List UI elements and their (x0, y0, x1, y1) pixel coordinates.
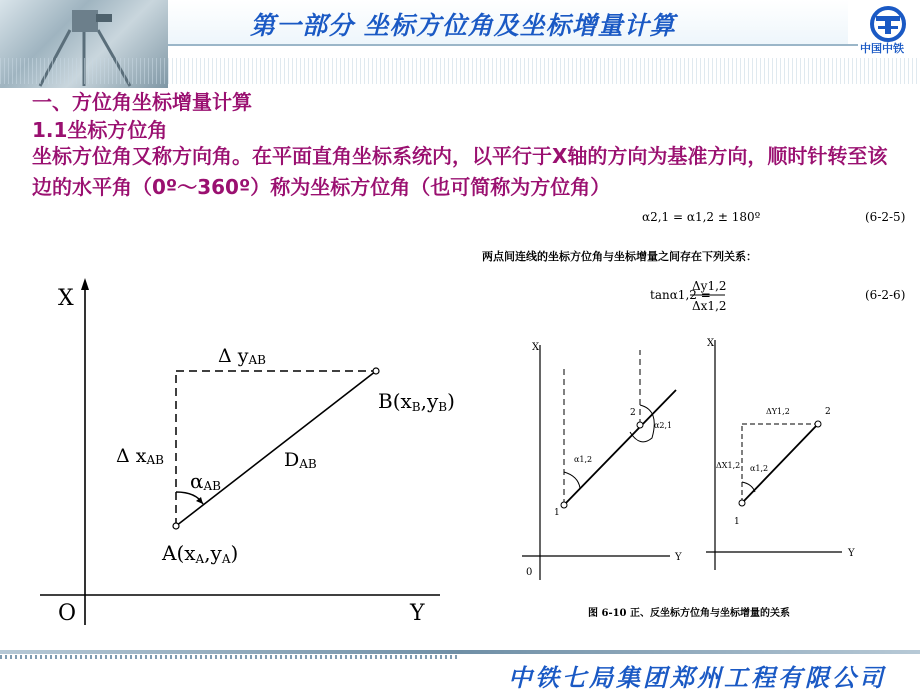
subfig2-x-label: X (707, 338, 715, 349)
subfig2-point-2 (815, 421, 821, 427)
subfig2-label-a12: α1,2 (750, 464, 769, 473)
subfig1-arc-a12 (564, 472, 580, 488)
subfig1-point-2 (637, 422, 643, 428)
page-title: 第一部分 坐标方位角及坐标增量计算 (250, 11, 676, 40)
x-axis-label: X (58, 286, 74, 311)
point-b (373, 368, 379, 374)
tan-denominator: Δx1,2 (692, 299, 727, 313)
point-b-label: B(xB,yB) (378, 389, 455, 414)
logo-text: 中国中铁 (860, 42, 904, 55)
y-axis-label: Y (410, 601, 425, 626)
subfig1-x-label: X (532, 342, 540, 353)
footer-divider (0, 650, 920, 654)
azimuth-diagram (0, 270, 470, 640)
definition-paragraph: 坐标方位角又称方向角。在平面直角坐标系统内，以平行于X轴的方向为基准方向，顺时针转至该边的水平角（0º～360º）称为坐标方位角（也可简称为方位角） (32, 144, 888, 199)
subfig1-label-a12: α1,2 (574, 455, 593, 464)
footer-company: 中铁七局集团郑州工程有限公司 (508, 664, 886, 692)
figure-caption: 图 6-10 正、反坐标方位角与坐标增量的关系 (588, 608, 790, 619)
relation-sentence: 两点间连线的坐标方位角与坐标增量之间存在下列关系： (482, 250, 757, 263)
subfig1-point-1 (561, 502, 567, 508)
textbook-figure (470, 200, 920, 630)
subfig1-y-label: Y (675, 552, 682, 563)
subfig1-segment (564, 390, 676, 505)
footer-dots (0, 655, 460, 659)
section-heading: 一、方位角坐标增量计算 (32, 90, 252, 114)
subsection-heading: 1.1坐标方位角 (32, 118, 168, 142)
origin-label: O (58, 601, 77, 626)
point-a-label: A(xA,yA) (162, 541, 239, 566)
dy-label: Δ yAB (218, 345, 266, 367)
subfig1-label-a21: α2,1 (654, 421, 673, 430)
subfig1-label-2: 2 (630, 408, 636, 418)
subfig2-label-1: 1 (734, 517, 740, 527)
subfig2-label-2: 2 (825, 407, 831, 417)
distance-label: DAB (284, 449, 317, 471)
tan-lhs: tanα1,2 = (650, 288, 711, 302)
dx-label: Δ xAB (116, 445, 164, 467)
header-divider (168, 44, 858, 46)
tan-numerator: Δy1,2 (692, 279, 727, 293)
header-stripes (0, 58, 920, 84)
segment-ab (176, 371, 376, 526)
subfig1-label-1: 1 (554, 508, 560, 518)
formula2-number: (6-2-6) (865, 288, 906, 302)
subfig2-point-1 (739, 500, 745, 506)
alpha-label: αAB (190, 469, 221, 493)
x-axis-arrow-icon (81, 278, 89, 290)
formula1-number: (6-2-5) (865, 210, 906, 224)
point-a (173, 523, 179, 529)
subfig2-label-dx: ΔX1,2 (716, 461, 741, 470)
subfig1-origin: 0 (526, 567, 533, 578)
formula-reverse-azimuth: α2,1 = α1,2 ± 180º (642, 210, 761, 224)
subfig2-y-label: Y (848, 548, 855, 559)
subfig2-label-dy: ΔY1,2 (766, 407, 790, 416)
